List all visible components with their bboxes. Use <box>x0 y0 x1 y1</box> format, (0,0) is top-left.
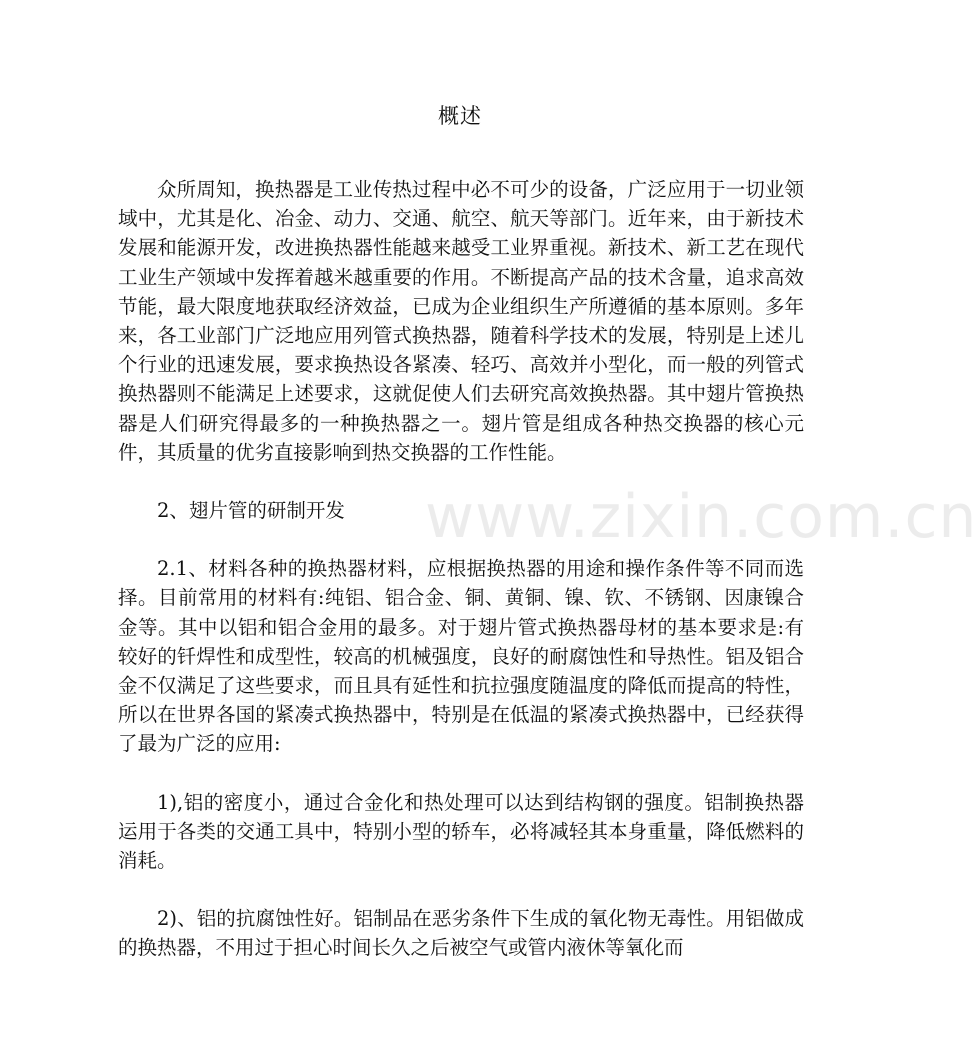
list-item-aluminum-density: 1),铝的密度小，通过合金化和热处理可以达到结构钢的强度。铝制换热器运用于各类的交通工具中，特别小型的轿车，必将减轻其本身重量，降低燃料的消耗。 <box>118 790 804 873</box>
list-item-aluminum-corrosion: 2)、铝的抗腐蚀性好。铝制品在恶劣条件下生成的氧化物无毒性。用铝做成的换热器，不用过于担心时间长久之后被空气或管内液休等氧化而 <box>118 907 804 960</box>
section-heading: 2、翅片管的研制开发 <box>157 499 345 523</box>
watermark: www.zixin.com.cn <box>425 482 977 552</box>
document-title: 概述 <box>438 104 482 128</box>
materials-paragraph: 2.1、材料各种的换热器材料，应根据换热器的用途和操作条件等不同而选择。目前常用的材料有:纯铝、铝合金、铜、黄铜、镍、钦、不锈钢、因康镍合金等。其中以铝和铝合金用的最多。对于翅片管式换热器母材的基本要求是:有较好的钎焊性和成型性，较高的机械强度，良好的耐腐蚀性和导热性。铝及铝合金不仅满足了这些要求，而且具有延性和抗拉强度随温度的降低而提高的特性，所以在世界各国的紧凑式换热器中，特别是在低温的紧凑式换热器中，已经获得了最为广泛的应用: <box>118 557 804 756</box>
document-body <box>118 175 804 963</box>
intro-paragraph: 众所周知，换热器是工业传热过程中必不可少的设备，广泛应用于一切业领域中，尤其是化、冶金、动力、交通、航空、航天等部门。近年来，由于新技术发展和能源开发，改进换热器性能越来越受工业界重视。新技术、新工艺在现代工业生产领域中发挥着越米越重要的作用。不断提高产品的技术含量，追求高效节能，最大限度地获取经济效益，已成为企业组织生产所遵循的基本原则。多年来，各工业部门广泛地应用列管式换热器，随着科学技术的发展，特别是上述儿个行业的迅速发展，要求换热设各紧凑、轻巧、高效并小型化，而一般的列管式换热器则不能满足上述要求，这就促使人们去研究高效换热器。其中翅片管换热器是人们研究得最多的一种换热器之一。翅片管是组成各种热交换器的核心元件，其质量的优劣直接影响到热交换器的工作性能。 <box>118 178 804 464</box>
